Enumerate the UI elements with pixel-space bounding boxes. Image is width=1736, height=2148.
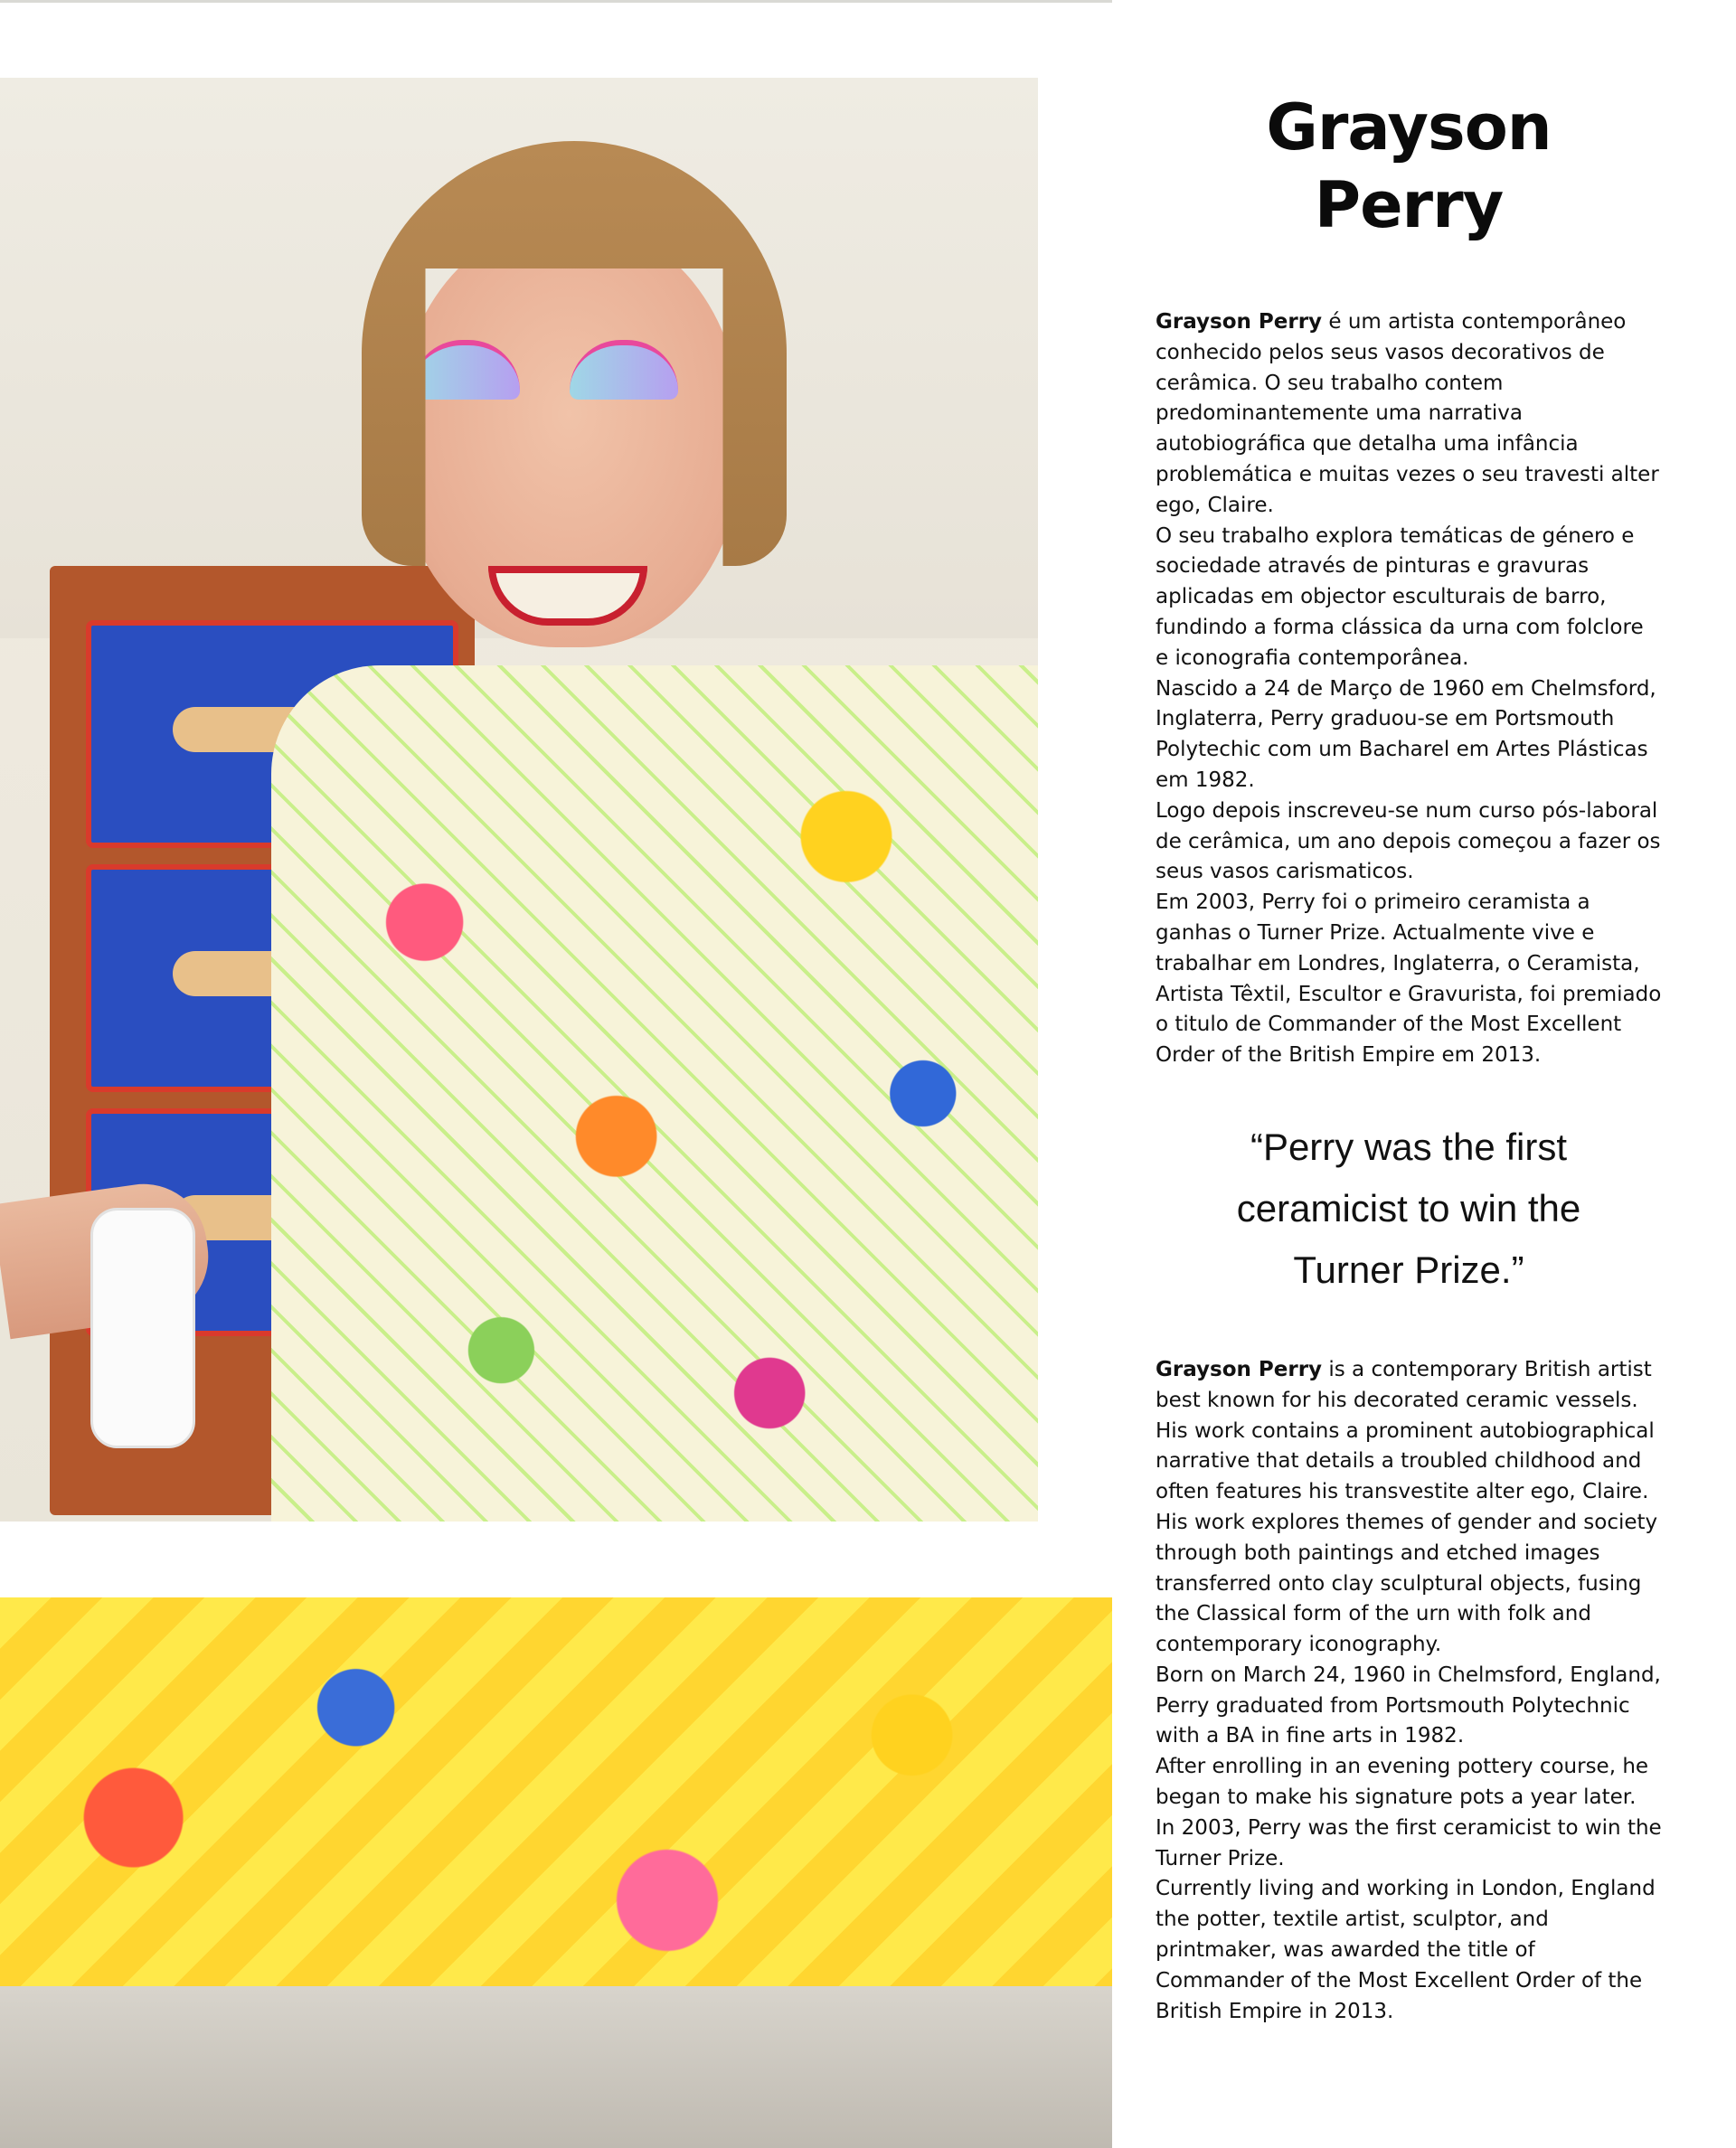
article-text-column [1156,89,1662,2027]
bio-portuguese [1156,307,1662,1071]
patterned-dress [271,665,1038,1522]
bio-pt-paragraph: Logo depois inscreveu-se num curso pós-laboral de cerâmica, um ano depois começou a fazer os seus vasos carismaticos. [1156,798,1661,884]
bio-pt-paragraph: Nascido a 24 de Março de 1960 em Chelmsford, Inglaterra, Perry graduou-se em Portsmouth Polytechic com um Bacharel em Artes Plásticas em 1982. [1156,676,1656,792]
table-surface [0,1986,1112,2148]
bio-en-paragraph: After enrolling in an evening pottery course, he began to make his signature pots a year later. [1156,1755,1649,1810]
article-title-text: Grayson Perry [1266,90,1552,242]
bio-en-paragraph: In 2003, Perry was the first ceramicist to win the Turner Prize. [1156,1815,1662,1870]
bio-en-paragraph: Born on March 24, 1960 in Chelmsford, England, Perry graduated from Portsmouth Polytechnic with a BA in fine arts in 1982. [1156,1663,1661,1748]
pull-quote [1156,1116,1662,1301]
bio-en-text: is a contemporary British artist best known for his decorated ceramic vessels. His work contains a prominent autobiographical narrative that details a troubled childhood and often features his transvestite alter ego, Claire. [1156,1357,1655,1504]
bio-en-paragraph: Currently living and working in London, England the potter, textile artist, sculptor, and printmaker, was awarded the title of Commander of the Most Excellent Order of the British Empire in 2013. [1156,1877,1656,2023]
article-title [1156,89,1662,244]
pull-quote-text: “Perry was the first ceramicist to win the Turner Prize.” [1236,1125,1581,1291]
dress-detail-photo [0,1597,1112,2148]
bio-english [1156,1355,1662,2028]
bio-en-paragraph: His work explores themes of gender and society through both paintings and etched images transferred onto clay sculptural objects, fusing the Classical form of the urn with folk and contemporary iconography. [1156,1510,1658,1657]
bio-pt-name: Grayson Perry [1156,310,1323,334]
portrait-photo [0,78,1038,1522]
bio-en-name: Grayson Perry [1156,1357,1323,1381]
bio-pt-paragraph [1156,307,1662,522]
top-rule [0,0,1112,3]
bio-pt-text: é um artista contemporâneo conhecido pelos seus vasos decorativos de cerâmica. O seu trabalho contem predominantemente uma narrativa autobiográfica que detalha uma infância problemática e muitas vezes o seu travesti alter ego, Claire. [1156,310,1659,517]
bio-pt-paragraph: Em 2003, Perry foi o primeiro ceramista a ganhas o Turner Prize. Actualmente vive e trabalhar em Londres, Inglaterra, o Ceramista, Artista Têxtil, Escultor e Gravurista, foi premiado o titulo de Commander of the Most Excellent Order of the British Empire em 2013. [1156,890,1662,1068]
wristwatch [90,1208,195,1448]
bio-en-paragraph [1156,1355,1662,1508]
bio-pt-paragraph: O seu trabalho explora temáticas de género e sociedade através de pinturas e gravuras aplicadas em objector esculturais de barro, fundindo a forma clássica da urna com folclore e iconografia contemporânea. [1156,523,1644,670]
